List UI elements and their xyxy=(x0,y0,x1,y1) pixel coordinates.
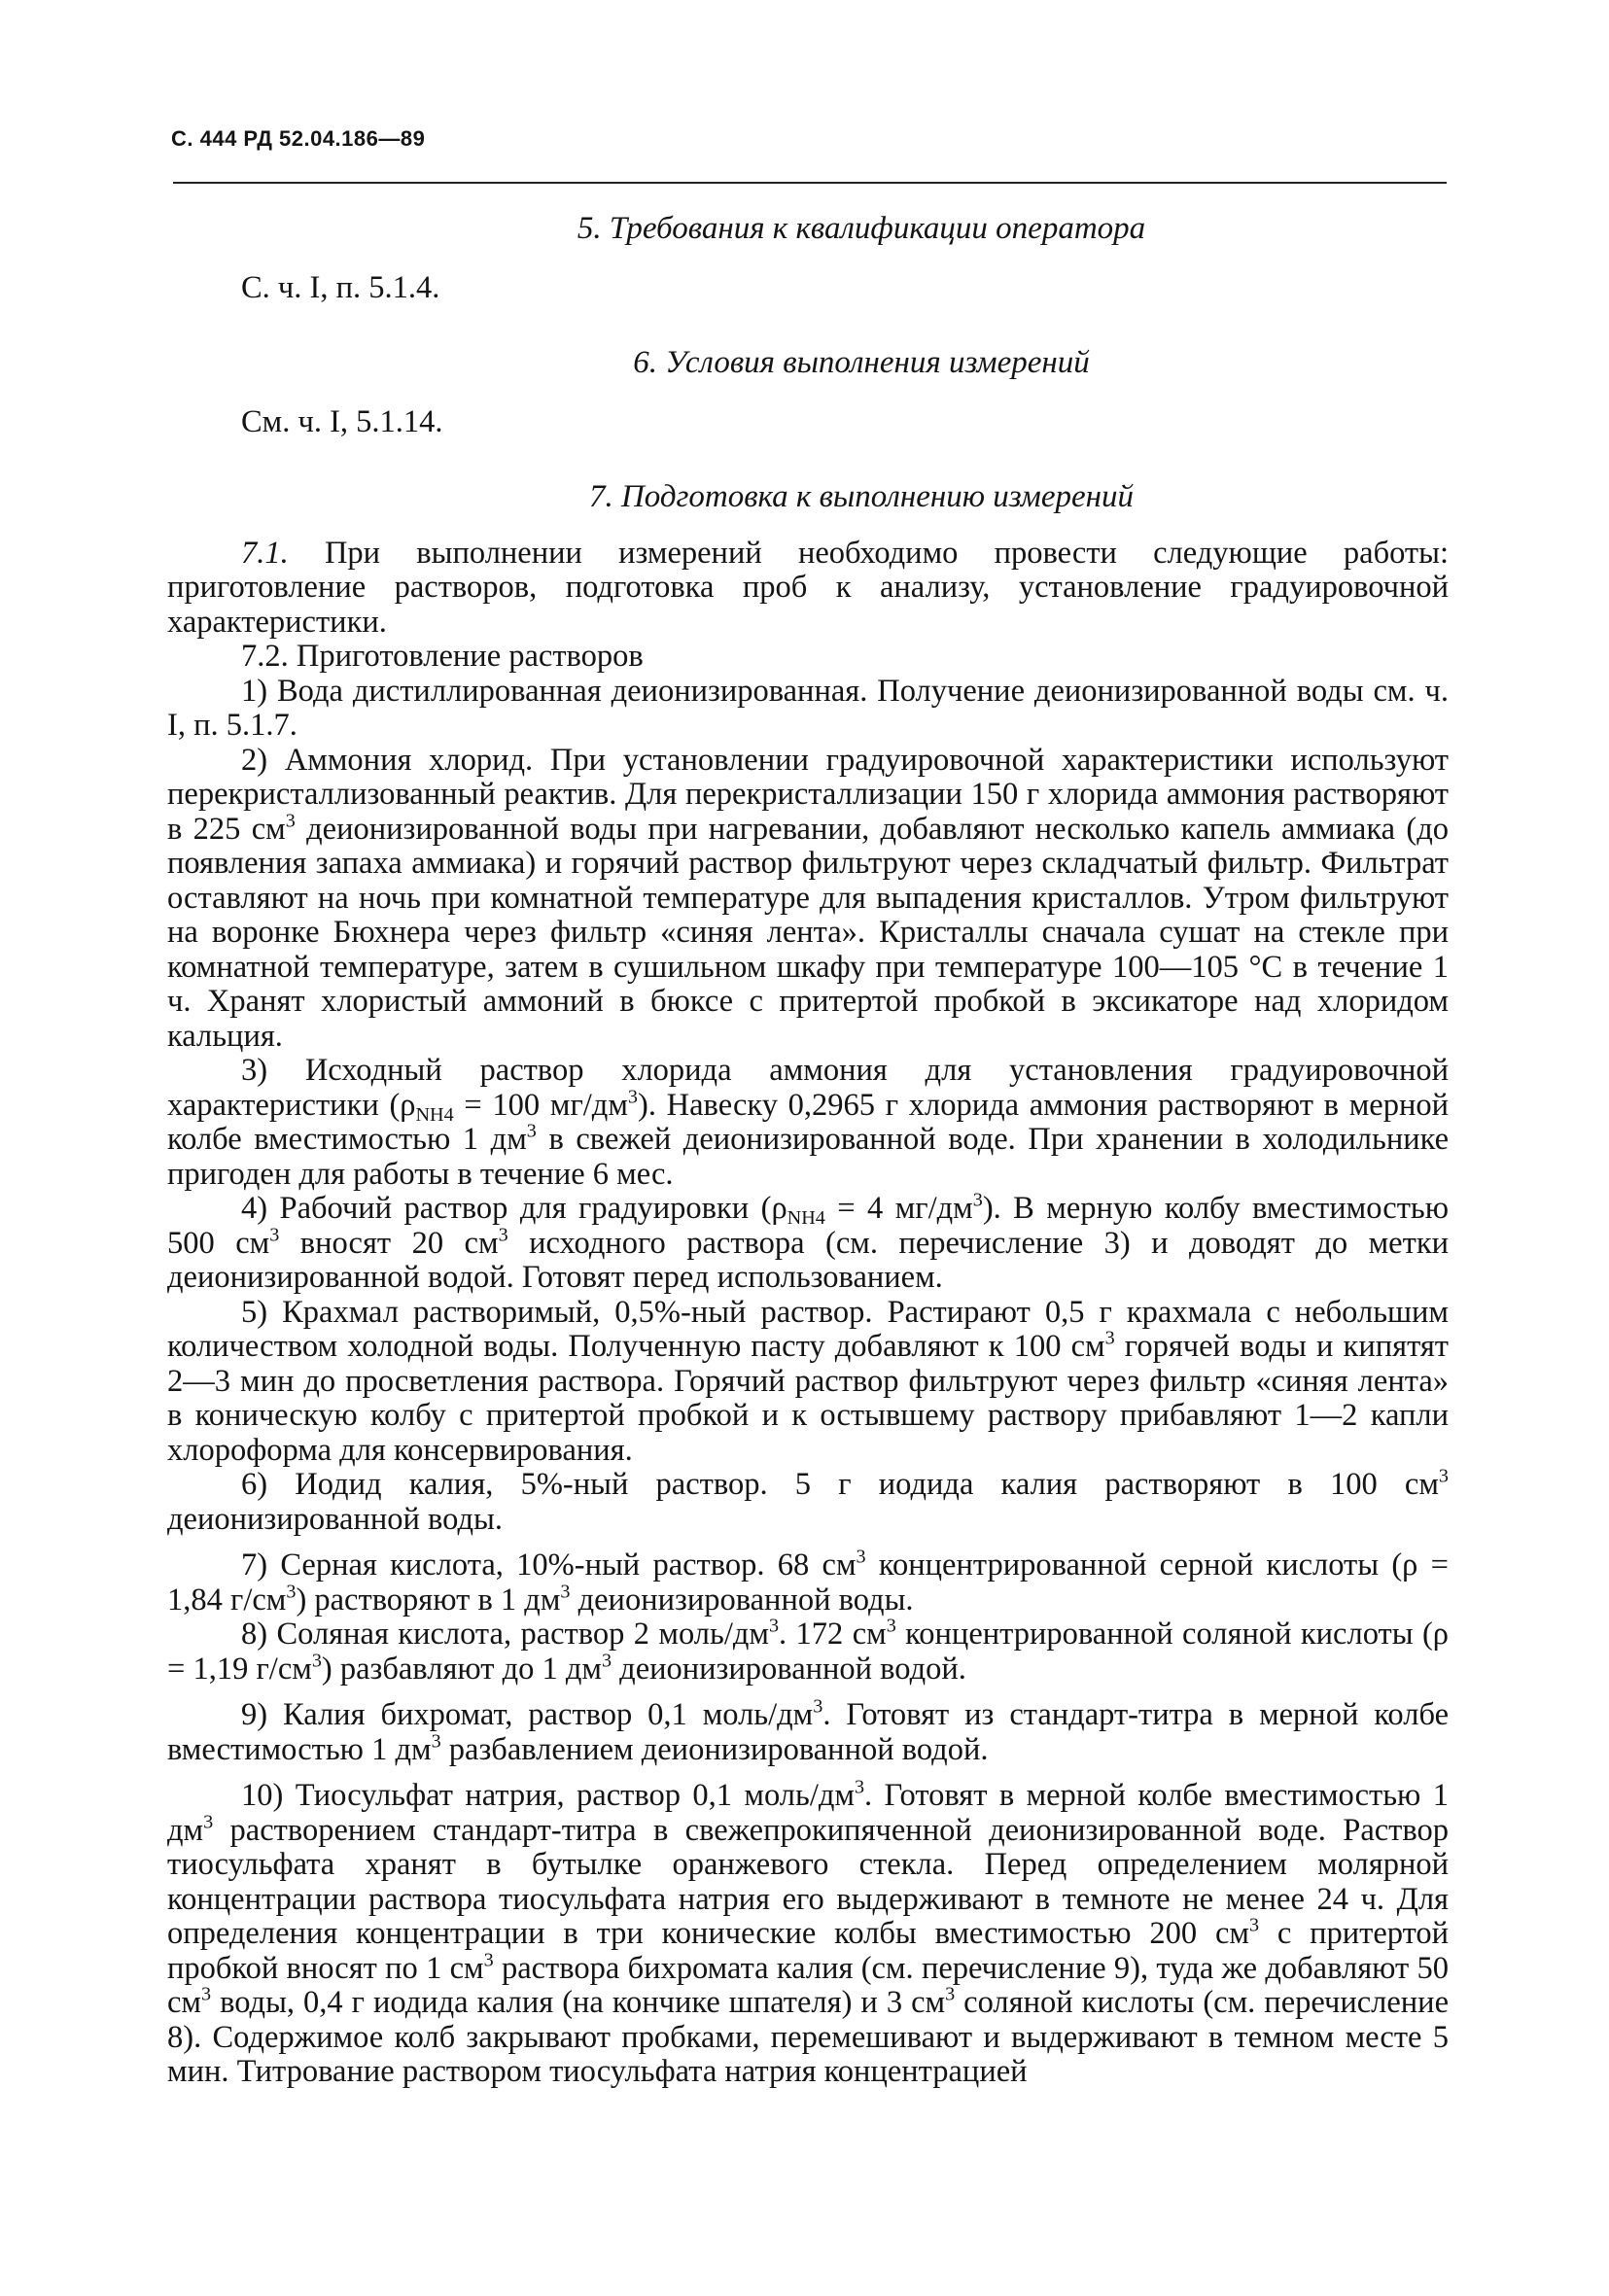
item-4: 4) Рабочий раствор для градуировки ($\rho_{NH4} = 4$ $мг/дм^3$). В мерную колбу вместимостью 500 $см^3$ вносят 20 $см^3$ исходного раствора (см. перечисление 3) и доводят до метки деионизированной водой. Готовят перед использованием. xyxy=(167,1189,1450,1295)
section-5-ref: С. ч. I, п. 5.1.4. xyxy=(241,269,440,305)
item-9: 9) Калия бихромат, раствор 0,1 моль/$дм^3$. Готовят из стандарт-титра в мерной колбе вместимостью 1 $дм^3$ разбавлением деионизированной водой. xyxy=(167,1695,1449,1767)
section-title-7: 7. Подготовка к выполнению измерений xyxy=(588,479,1135,514)
header-rule xyxy=(173,182,1447,184)
section-6-ref: См. ч. I, 5.1.14. xyxy=(241,403,443,439)
paragraph-7-1-number: 7.1. xyxy=(241,535,289,571)
page-header: С. 444 РД 52.04.186—89 xyxy=(171,126,426,151)
item-1: 1) Вода дистиллированная деионизированная. Получение деионизированной воды см. ч. I, п. 5.1.7. xyxy=(167,673,1449,743)
item-6: 6) Иодид калия, 5%-ный раствор. 5 г иодида калия растворяют в 100 $см^3$ деионизированной воды. xyxy=(167,1465,1449,1537)
section-title-5: 5. Требования к квалификации оператора xyxy=(577,211,1146,246)
paragraph-7-1 xyxy=(167,537,1449,641)
item-3: 3) Исходный раствор хлорида аммония для установления градуировочной характеристики ($\rho_{NH4} = 100$ $мг/дм^3$). Навеску 0,2965 г хлорида аммония растворяют в мерной колбе вместимостью 1 $дм^3$ в свежей деионизированной воде. При хранении в холодильнике пригоден для работы в течение 6 мес. xyxy=(167,1053,1450,1192)
paragraph-7-1-text: При выполнении измерений необходимо провести следующие работы: приготовление растворов, подготовка проб к анализу, установление градуировочной характеристики. xyxy=(167,535,1449,640)
item-2: 2) Аммония хлорид. При установлении градуировочной характеристики используют перекристаллизованный реактив. Для перекристаллизации 150 г хлорида аммония растворяют в 225 $см^3$ деионизированной воды при нагревании, добавляют несколько капель аммиака (до появления запаха аммиака) и горячий раствор фильтруют через складчатый фильтр. Фильтрат оставляют на ночь при комнатной температуре для выпадения кристаллов. Утром фильтруют на воронке Бюхнера через фильтр «синяя лента». Кристаллы сначала сушат на стекле при комнатной температуре, затем в сушильном шкафу при температуре 100—105 °С в течение 1 ч. Хранят хлористый аммоний в бюксе с притертой пробкой в эксикаторе над хлоридом кальция. xyxy=(167,742,1449,1054)
item-5: 5) Крахмал растворимый, 0,5%-ный раствор. Растирают 0,5 г крахмала с небольшим количеством холодной воды. Полученную пасту добавляют к 100 $см^3$ горячей воды и кипятят 2—3 мин до просветления раствора. Горячий раствор фильтруют через фильтр «синяя лента» в коническую колбу с притертой пробкой и к остывшему раствору прибавляют 1—2 капли хлороформа для консервирования. xyxy=(167,1294,1449,1468)
section-title-6: 6. Условия выполнения измерений xyxy=(633,345,1090,380)
item-8: 8) Соляная кислота, раствор 2 моль/$дм^3$. 172 $см^3$ концентрированной соляной кислоты (ρ = 1,19 $г/см^3$) разбавляют до 1 $дм^3$ деионизированной водой. xyxy=(167,1615,1449,1687)
paragraph-7-2: 7.2. Приготовление растворов xyxy=(241,639,644,674)
item-10: 10) Тиосульфат натрия, раствор 0,1 моль/$дм^3$. Готовят в мерной колбе вместимостью 1 $дм^3$ растворением стандарт-титра в свежепрокипяченной деионизированной воде. Раствор тиосульфата хранят в бутылке оранжевого стекла. Перед определением молярной концентрации раствора тиосульфата натрия его выдерживают в темноте не менее 24 ч. Для определения концентрации в три конические колбы вместимостью 200 $см^3$ с притертой пробкой вносят по 1 $см^3$ раствора бихромата калия (см. перечисление 9), туда же добавляют 50 $см^3$ воды, 0,4 г иодида калия (на кончике шпателя) и 3 $см^3$ соляной кислоты (см. перечисление 8). Содержимое колб закрывают пробками, перемешивают и выдерживают в темном месте 5 мин. Титрование раствором тиосульфата натрия концентрацией xyxy=(167,1776,1450,2089)
page-body xyxy=(167,212,1449,2090)
item-7: 7) Серная кислота, 10%-ный раствор. 68 $см^3$ концентрированной серной кислоты (ρ = 1,84 $г/см^3$) растворяют в 1 $дм^3$ деионизированной воды. xyxy=(167,1546,1449,1618)
